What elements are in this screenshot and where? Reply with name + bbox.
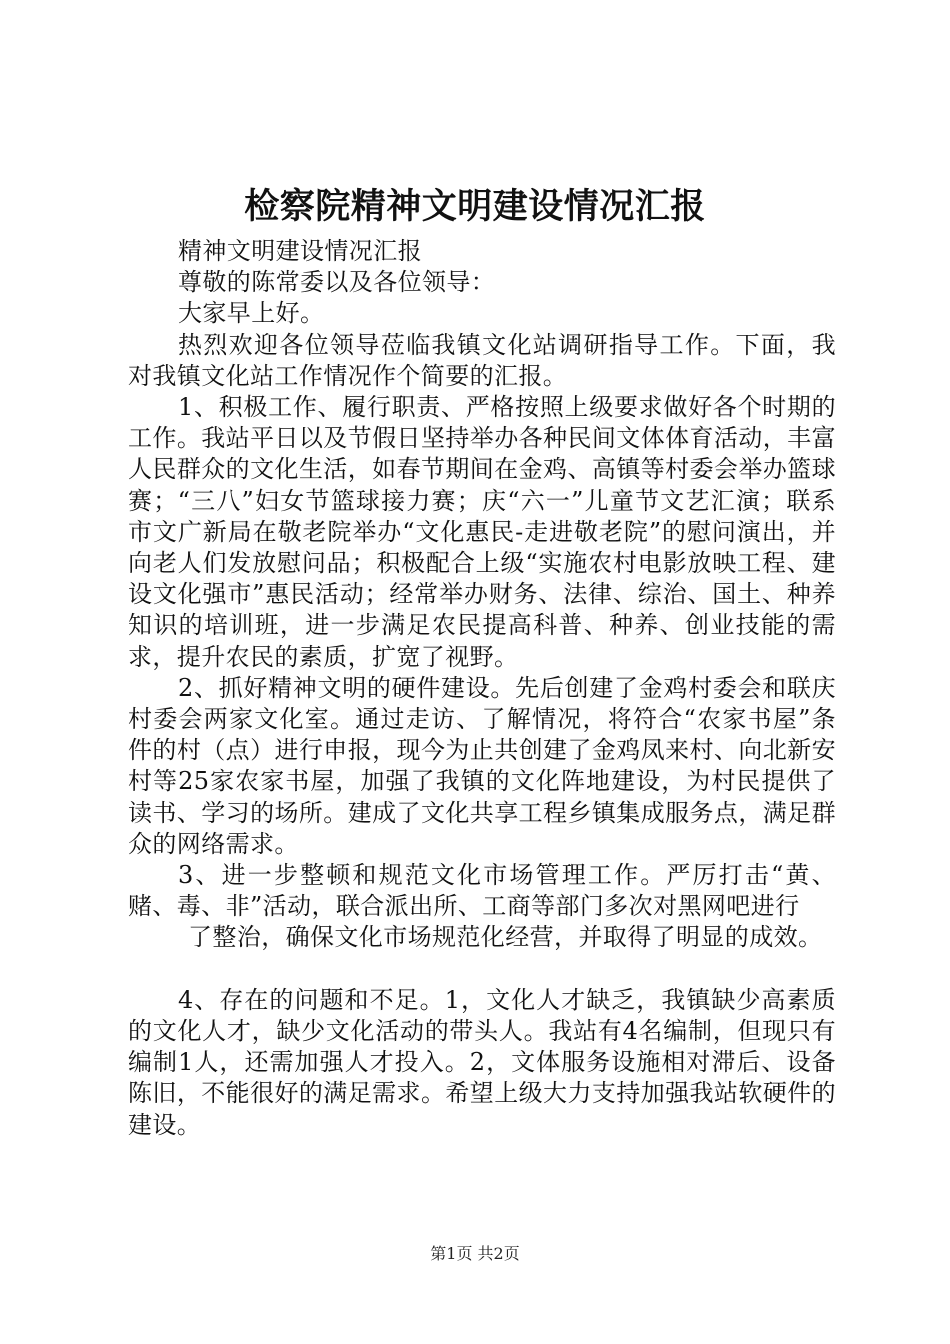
paragraph-subtitle: 精神文明建设情况汇报 [178,237,422,265]
document-body [128,236,836,1141]
paragraph-greeting: 大家早上好。 [178,299,325,328]
paragraph-spacer [128,954,836,985]
paragraph-item-1: 1、积极工作、履行职责、严格按照上级要求做好各个时期的工作。我站平日以及节假日坚持举办各种民间文体体育活动，丰富人民群众的文化生活，如春节期间在金鸡、高镇等村委会举办篮球赛；“三八”妇女节篮球接力赛；庆“六一”儿童节文艺汇演；联系市文广新局在敬老院举办“文化惠民-走进敬老院”的慰问演出，并向老人们发放慰问品；积极配合上级“实施农村电影放映工程、建设文化强市”惠民活动；经常举办财务、法律、综治、国土、种养知识的培训班，进一步满足农民提高科普、种养、创业技能的需求，提升农民的素质，扩宽了视野。 [128,393,836,671]
paragraph-item-4: 4、存在的问题和不足。1，文化人才缺乏，我镇缺少高素质的文化人才，缺少文化活动的带头人。我站有4名编制，但现只有编制1人，还需加强人才投入。2，文体服务设施相对滞后、设备陈旧，不能很好的满足需求。希望上级大力支持加强我站软硬件的建设。 [128,985,836,1139]
paragraph-intro: 热烈欢迎各位领导莅临我镇文化站调研指导工作。下面，我对我镇文化站工作情况作个简要的汇报。 [128,330,836,390]
paragraph-item-3-continued: 了整治，确保文化市场规范化经营，并取得了明显的成效。 [188,923,823,952]
page-footer: 第1页 共2页 [430,1244,520,1263]
paragraph-item-2: 2、抓好精神文明的硬件建设。先后创建了金鸡村委会和联庆村委会两家文化室。通过走访、了解情况，将符合“农家书屋”条件的村（点）进行申报，现今为止共创建了金鸡凤来村、向北新安村等25家农家书屋，加强了我镇的文化阵地建设，为村民提供了读书、学习的场所。建成了文化共享工程乡镇集成服务点，满足群众的网络需求。 [128,673,836,858]
document-title: 检察院精神文明建设情况汇报 [244,186,706,227]
paragraph-item-3: 3、进一步整顿和规范文化市场管理工作。严厉打击“黄、赌、毒、非”活动，联合派出所、工商等部门多次对黑网吧进行 [128,861,836,921]
paragraph-salutation: 尊敬的陈常委以及各位领导： [178,268,496,297]
